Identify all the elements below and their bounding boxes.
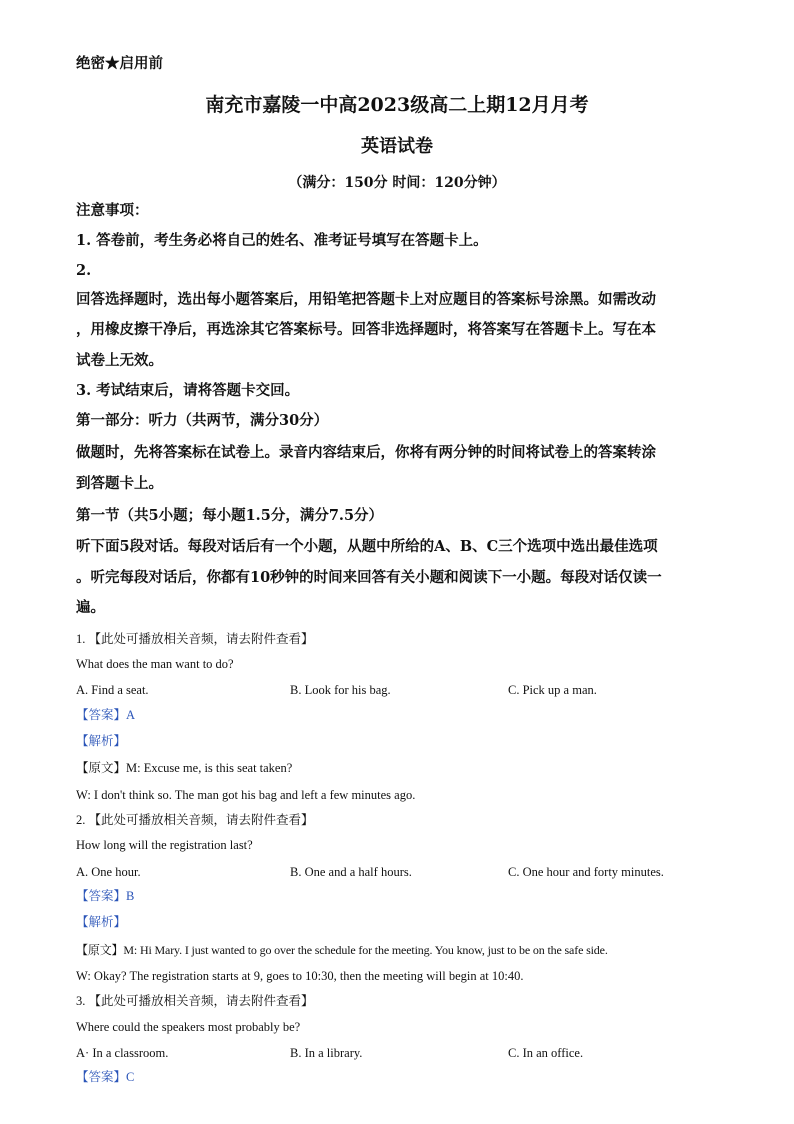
q2-options [76,865,756,881]
q2-stem: How long will the registration last? [76,838,253,852]
subject-title: 英语试卷 [361,136,433,157]
part1-intro-line: 到答题卡上。 [76,475,163,492]
q2-script-line: 【原文】M: Hi Mary. I just wanted to go over the schedule for the meeting. You know, just to be on the safe side. [76,943,608,957]
score-time: （满分：150分 时间：120分钟） [288,175,506,191]
part1-heading: 第一部分：听力（共两节，满分30分） [76,412,329,429]
q1-analysis: 【解析】 [76,734,127,748]
q2-analysis: 【解析】 [76,915,127,929]
q2-option-c: C. One hour and forty minutes. [508,865,664,879]
q2-script-line: W: Okay? The registration starts at 9, goes to 10:30, then the meeting will begin at 10:40. [76,969,524,983]
notes-item-2-line: 回答选择题时，选出每小题答案后，用铅笔把答题卡上对应题目的答案标号涂黑。如需改动 [76,291,656,308]
section1-instruction-line: 。听完每段对话后，你都有10秒钟的时间来回答有关小题和阅读下一小题。每段对话仅读一 [76,569,662,586]
q3-option-c: C. In an office. [508,1046,584,1060]
secret-label: 绝密★启用前 [76,55,163,72]
q3-option-a: A· In a classroom. [76,1046,169,1060]
notes-item-1: 1. 答卷前，考生务必将自己的姓名、准考证号填写在答题卡上。 [76,232,488,249]
q1-options [76,683,756,699]
q1-script-line: W: I don't think so. The man got his bag and left a few minutes ago. [76,788,416,802]
section1-instruction-line: 遍。 [76,599,105,616]
notes-item-3: 3. 考试结束后，请将答题卡交回。 [76,382,300,399]
q3-audio-link[interactable]: 3. 【此处可播放相关音频，请去附件查看】 [76,994,314,1008]
q3-stem: Where could the speakers most probably be? [76,1020,301,1034]
part1-intro-line: 做题时，先将答案标在试卷上。录音内容结束后，你将有两分钟的时间将试卷上的答案转涂 [76,444,656,461]
exam-title: 南充市嘉陵一中高2023级高二上期12月月考 [205,94,589,116]
q2-option-b: B. One and a half hours. [290,865,412,879]
section1-heading: 第一节（共5小题；每小题1.5分，满分7.5分） [76,507,384,524]
q2-option-a: A. One hour. [76,865,141,879]
q2-answer: 【答案】B [76,889,135,903]
q1-script-line: 【原文】M: Excuse me, is this seat taken? [76,761,293,775]
q2-audio-link[interactable]: 2. 【此处可播放相关音频，请去附件查看】 [76,813,314,827]
notes-heading: 注意事项： [76,202,149,219]
q1-option-c: C. Pick up a man. [508,683,597,697]
q1-answer: 【答案】A [76,708,136,722]
q1-option-b: B. Look for his bag. [290,683,391,697]
q3-option-b: B. In a library. [290,1046,363,1060]
notes-item-2-line: ，用橡皮擦干净后，再选涂其它答案标号。回答非选择题时，将答案写在答题卡上。写在本 [76,321,656,338]
q1-option-a: A. Find a seat. [76,683,149,697]
q3-answer: 【答案】C [76,1070,135,1084]
notes-item-2-line: 试卷上无效。 [76,352,163,369]
notes-item-2-number: 2. [76,262,92,279]
q1-stem: What does the man want to do? [76,657,234,671]
q3-options [76,1046,756,1062]
q1-audio-link[interactable]: 1. 【此处可播放相关音频，请去附件查看】 [76,632,314,646]
section1-instruction-line: 听下面5段对话。每段对话后有一个小题，从题中所给的A、B、C三个选项中选出最佳选项 [76,538,658,555]
